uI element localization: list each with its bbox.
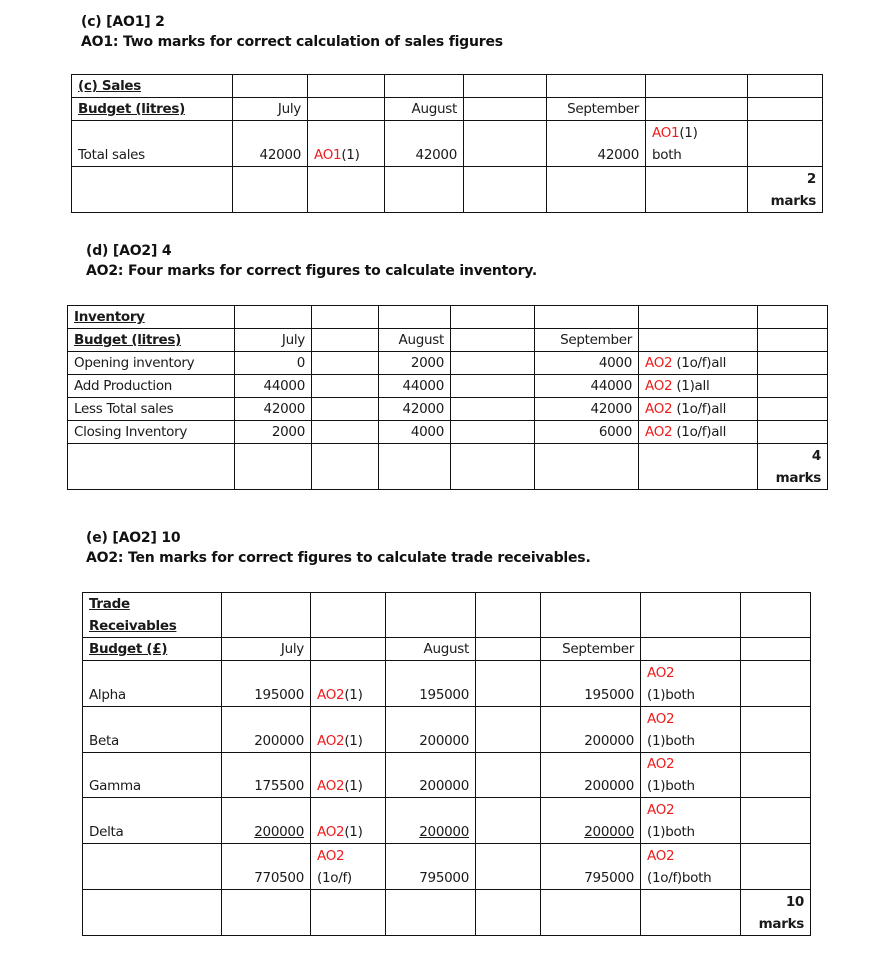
empty-cell bbox=[758, 398, 828, 421]
empty-cell bbox=[748, 121, 823, 167]
section-e-heading bbox=[86, 528, 591, 568]
marks-number: 10 bbox=[785, 894, 804, 910]
empty-cell bbox=[758, 352, 828, 375]
empty-cell bbox=[308, 75, 385, 98]
empty-cell bbox=[639, 329, 758, 352]
empty-cell bbox=[312, 421, 379, 444]
empty-cell bbox=[741, 798, 811, 844]
month-header-september: September bbox=[541, 638, 641, 661]
table-row bbox=[68, 421, 828, 444]
value-september: 6000 bbox=[535, 421, 639, 444]
mark-september bbox=[641, 798, 741, 844]
total-august: 795000 bbox=[386, 844, 476, 890]
mark-july bbox=[311, 707, 386, 753]
mark-note: (1) bbox=[344, 733, 363, 749]
value-july: 2000 bbox=[235, 421, 312, 444]
empty-cell bbox=[235, 444, 312, 490]
row-label: Add Production bbox=[68, 375, 235, 398]
section-d-heading-title: (d) [AO2] 4 bbox=[86, 243, 172, 259]
mark-code: AO2 bbox=[647, 802, 675, 818]
inventory-budget-table bbox=[67, 305, 828, 490]
empty-cell bbox=[741, 753, 811, 798]
table-subtitle: Budget (litres) bbox=[72, 98, 233, 121]
mark-september bbox=[639, 421, 758, 444]
empty-cell bbox=[541, 890, 641, 936]
sales-budget-table bbox=[71, 74, 823, 213]
mark-code: AO1 bbox=[652, 125, 680, 141]
mark-note: (1) bbox=[341, 147, 360, 163]
mark-july bbox=[311, 798, 386, 844]
section-d-heading-description: AO2: Four marks for correct figures to calculate inventory. bbox=[86, 263, 538, 279]
value-september: 4000 bbox=[535, 352, 639, 375]
mark-note: (1)both bbox=[647, 824, 695, 840]
table-row bbox=[83, 753, 811, 798]
empty-cell bbox=[451, 398, 535, 421]
empty-cell bbox=[312, 444, 379, 490]
mark-july bbox=[311, 844, 386, 890]
empty-cell bbox=[464, 98, 547, 121]
row-label: Opening inventory bbox=[68, 352, 235, 375]
value-september: 200000 bbox=[541, 707, 641, 753]
month-header-july: July bbox=[235, 329, 312, 352]
empty-cell bbox=[476, 753, 541, 798]
table-row bbox=[83, 798, 811, 844]
table-row bbox=[72, 121, 823, 167]
empty-cell bbox=[758, 329, 828, 352]
mark-note: (1o/f) bbox=[317, 870, 352, 886]
mark-september bbox=[641, 661, 741, 707]
underlined-value: 200000 bbox=[419, 824, 469, 840]
table-row bbox=[68, 352, 828, 375]
empty-cell bbox=[476, 890, 541, 936]
mark-july bbox=[308, 121, 385, 167]
empty-cell bbox=[639, 306, 758, 329]
empty-cell bbox=[311, 890, 386, 936]
mark-code: AO2 bbox=[317, 778, 345, 794]
table-title: (c) Sales bbox=[72, 75, 233, 98]
empty-cell bbox=[464, 167, 547, 213]
table-title-line2: Receivables bbox=[89, 618, 177, 634]
table-subtitle: Budget (£) bbox=[83, 638, 222, 661]
empty-cell bbox=[233, 167, 308, 213]
table-row bbox=[72, 75, 823, 98]
value-august: 44000 bbox=[379, 375, 451, 398]
mark-note: (1) bbox=[344, 778, 363, 794]
empty-cell bbox=[641, 890, 741, 936]
empty-cell bbox=[476, 638, 541, 661]
value-september: 200000 bbox=[541, 753, 641, 798]
empty-cell bbox=[464, 75, 547, 98]
empty-cell bbox=[758, 421, 828, 444]
empty-cell bbox=[83, 890, 222, 936]
marks-row bbox=[68, 444, 828, 490]
value-september: 195000 bbox=[541, 661, 641, 707]
mark-september bbox=[646, 121, 748, 167]
empty-cell bbox=[741, 844, 811, 890]
mark-september bbox=[639, 375, 758, 398]
total-july: 770500 bbox=[222, 844, 311, 890]
mark-september bbox=[639, 352, 758, 375]
marks-total bbox=[741, 890, 811, 936]
empty-cell bbox=[312, 329, 379, 352]
value-august: 42000 bbox=[385, 121, 464, 167]
empty-cell bbox=[233, 75, 308, 98]
empty-cell bbox=[741, 707, 811, 753]
section-d-heading bbox=[86, 241, 537, 281]
table-title-line1: Trade bbox=[89, 596, 130, 612]
mark-note: (1)both bbox=[647, 687, 695, 703]
marks-label: marks bbox=[775, 470, 821, 486]
value-july: 195000 bbox=[222, 661, 311, 707]
empty-cell bbox=[535, 444, 639, 490]
mark-code: AO2 bbox=[647, 665, 675, 681]
mark-code: AO2 bbox=[647, 711, 675, 727]
month-header-august: August bbox=[379, 329, 451, 352]
empty-cell bbox=[451, 306, 535, 329]
value-august: 4000 bbox=[379, 421, 451, 444]
row-label: Gamma bbox=[83, 753, 222, 798]
table-header-row bbox=[68, 329, 828, 352]
empty-cell bbox=[464, 121, 547, 167]
value-september bbox=[541, 798, 641, 844]
table-header-row bbox=[72, 98, 823, 121]
table-row bbox=[68, 398, 828, 421]
marks-row bbox=[72, 167, 823, 213]
empty-cell bbox=[312, 352, 379, 375]
table-row bbox=[68, 375, 828, 398]
empty-cell bbox=[641, 638, 741, 661]
empty-cell bbox=[476, 844, 541, 890]
mark-code: AO2 bbox=[647, 756, 675, 772]
empty-cell bbox=[385, 167, 464, 213]
empty-cell bbox=[379, 444, 451, 490]
section-c-heading-description: AO1: Two marks for correct calculation of sales figures bbox=[81, 34, 503, 50]
value-august bbox=[386, 798, 476, 844]
mark-code: AO2 bbox=[645, 401, 673, 417]
month-header-july: July bbox=[222, 638, 311, 661]
month-header-august: August bbox=[386, 638, 476, 661]
value-july bbox=[222, 798, 311, 844]
table-header-row bbox=[83, 638, 811, 661]
total-september: 795000 bbox=[541, 844, 641, 890]
value-august: 2000 bbox=[379, 352, 451, 375]
value-august: 200000 bbox=[386, 707, 476, 753]
empty-cell bbox=[451, 375, 535, 398]
empty-cell bbox=[68, 444, 235, 490]
mark-note: (1) bbox=[344, 687, 363, 703]
empty-cell bbox=[311, 593, 386, 638]
empty-cell bbox=[476, 593, 541, 638]
empty-cell bbox=[535, 306, 639, 329]
value-august: 42000 bbox=[379, 398, 451, 421]
mark-september bbox=[639, 398, 758, 421]
empty-cell bbox=[312, 398, 379, 421]
section-c-heading-title: (c) [AO1] 2 bbox=[81, 14, 165, 30]
empty-cell bbox=[741, 661, 811, 707]
mark-code: AO2 bbox=[645, 355, 673, 371]
mark-note-both: both bbox=[652, 147, 682, 163]
empty-cell bbox=[646, 98, 748, 121]
empty-cell bbox=[72, 167, 233, 213]
table-subtitle: Budget (litres) bbox=[68, 329, 235, 352]
mark-september bbox=[641, 707, 741, 753]
empty-cell bbox=[308, 167, 385, 213]
empty-cell bbox=[748, 75, 823, 98]
empty-cell bbox=[385, 75, 464, 98]
value-july: 44000 bbox=[235, 375, 312, 398]
empty-cell bbox=[748, 98, 823, 121]
mark-code: AO1 bbox=[314, 147, 342, 163]
value-july: 175500 bbox=[222, 753, 311, 798]
marks-number: 4 bbox=[811, 448, 821, 464]
row-label: Total sales bbox=[72, 121, 233, 167]
table-title: Inventory bbox=[68, 306, 235, 329]
month-header-july: July bbox=[233, 98, 308, 121]
marks-number: 2 bbox=[806, 171, 816, 187]
month-header-september: September bbox=[547, 98, 646, 121]
empty-cell bbox=[308, 98, 385, 121]
row-label bbox=[83, 844, 222, 890]
empty-cell bbox=[312, 375, 379, 398]
mark-code: AO2 bbox=[645, 378, 673, 394]
underlined-value: 200000 bbox=[254, 824, 304, 840]
value-july: 42000 bbox=[235, 398, 312, 421]
value-july: 200000 bbox=[222, 707, 311, 753]
month-header-august: August bbox=[385, 98, 464, 121]
empty-cell bbox=[451, 329, 535, 352]
value-september: 44000 bbox=[535, 375, 639, 398]
table-row bbox=[83, 593, 811, 638]
mark-note: (1o/f)all bbox=[672, 355, 727, 371]
empty-cell bbox=[476, 798, 541, 844]
marks-total bbox=[758, 444, 828, 490]
empty-cell bbox=[646, 75, 748, 98]
table-row bbox=[68, 306, 828, 329]
empty-cell bbox=[311, 638, 386, 661]
section-e-heading-title: (e) [AO2] 10 bbox=[86, 530, 181, 546]
marks-total bbox=[748, 167, 823, 213]
empty-cell bbox=[451, 352, 535, 375]
row-label: Alpha bbox=[83, 661, 222, 707]
table-row bbox=[83, 661, 811, 707]
empty-cell bbox=[641, 593, 741, 638]
table-row bbox=[83, 707, 811, 753]
marks-label: marks bbox=[770, 193, 816, 209]
empty-cell bbox=[386, 593, 476, 638]
month-header-september: September bbox=[535, 329, 639, 352]
value-august: 195000 bbox=[386, 661, 476, 707]
value-september: 42000 bbox=[535, 398, 639, 421]
empty-cell bbox=[758, 306, 828, 329]
row-label: Beta bbox=[83, 707, 222, 753]
mark-july bbox=[311, 753, 386, 798]
empty-cell bbox=[547, 75, 646, 98]
mark-note: (1o/f)both bbox=[647, 870, 712, 886]
mark-note: (1) bbox=[344, 824, 363, 840]
empty-cell bbox=[639, 444, 758, 490]
mark-september bbox=[641, 753, 741, 798]
mark-note: (1) bbox=[679, 125, 698, 141]
empty-cell bbox=[222, 593, 311, 638]
mark-note: (1o/f)all bbox=[672, 424, 727, 440]
empty-cell bbox=[235, 306, 312, 329]
value-september: 42000 bbox=[547, 121, 646, 167]
mark-code: AO2 bbox=[317, 824, 345, 840]
trade-receivables-budget-table bbox=[82, 592, 811, 936]
mark-july bbox=[311, 661, 386, 707]
value-august: 200000 bbox=[386, 753, 476, 798]
value-july: 0 bbox=[235, 352, 312, 375]
mark-note: (1)all bbox=[672, 378, 710, 394]
mark-code: AO2 bbox=[317, 687, 345, 703]
mark-note: (1o/f)all bbox=[672, 401, 727, 417]
empty-cell bbox=[741, 638, 811, 661]
mark-code: AO2 bbox=[317, 848, 345, 864]
empty-cell bbox=[646, 167, 748, 213]
value-july: 42000 bbox=[233, 121, 308, 167]
underlined-value: 200000 bbox=[584, 824, 634, 840]
empty-cell bbox=[547, 167, 646, 213]
row-label: Delta bbox=[83, 798, 222, 844]
empty-cell bbox=[312, 306, 379, 329]
mark-code: AO2 bbox=[645, 424, 673, 440]
empty-cell bbox=[758, 375, 828, 398]
mark-note: (1)both bbox=[647, 778, 695, 794]
empty-cell bbox=[222, 890, 311, 936]
empty-cell bbox=[386, 890, 476, 936]
empty-cell bbox=[451, 421, 535, 444]
empty-cell bbox=[379, 306, 451, 329]
empty-cell bbox=[541, 593, 641, 638]
empty-cell bbox=[451, 444, 535, 490]
mark-september bbox=[641, 844, 741, 890]
total-row bbox=[83, 844, 811, 890]
section-e-heading-description: AO2: Ten marks for correct figures to calculate trade receivables. bbox=[86, 550, 591, 566]
marks-row bbox=[83, 890, 811, 936]
mark-code: AO2 bbox=[317, 733, 345, 749]
marks-label: marks bbox=[758, 916, 804, 932]
mark-code: AO2 bbox=[647, 848, 675, 864]
empty-cell bbox=[476, 707, 541, 753]
empty-cell bbox=[741, 593, 811, 638]
table-title bbox=[83, 593, 222, 638]
row-label: Less Total sales bbox=[68, 398, 235, 421]
row-label: Closing Inventory bbox=[68, 421, 235, 444]
empty-cell bbox=[476, 661, 541, 707]
section-c-heading bbox=[81, 12, 503, 52]
mark-note: (1)both bbox=[647, 733, 695, 749]
